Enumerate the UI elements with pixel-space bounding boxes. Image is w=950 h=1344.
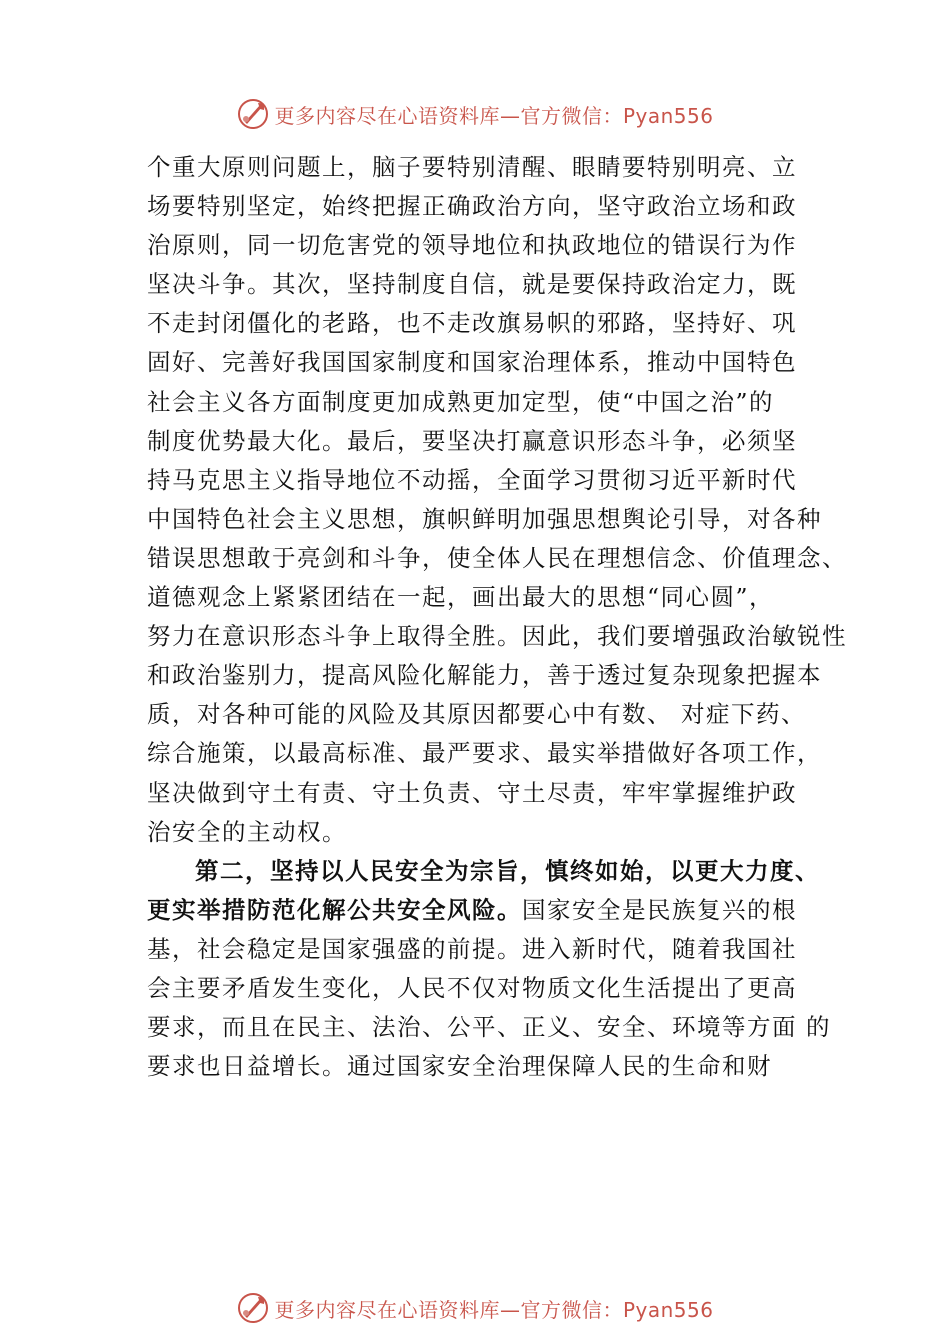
body-line: 和政治鉴别力，提高风险化解能力，善于透过复杂现象把握本 bbox=[147, 661, 822, 690]
section-sentence-start: 国家安全是民族复兴的根 bbox=[522, 895, 797, 924]
section-heading: 第二，坚持以人民安全为宗旨，慎终如始，以更大力度、 bbox=[195, 856, 820, 885]
body-line: 不走封闭僵化的老路，也不走改旗易帜的邪路，坚持好、巩 bbox=[147, 309, 797, 338]
body-line: 坚决做到守土有责、守土负责、守土尽责，牢牢掌握维护政 bbox=[147, 778, 797, 807]
header-banner bbox=[0, 94, 950, 134]
quill-logo-icon bbox=[236, 97, 270, 131]
body-line: 社会主义各方面制度更加成熟更加定型，使“中国之治”的 bbox=[147, 387, 775, 416]
body-line: 中国特色社会主义思想，旗帜鲜明加强思想舆论引导，对各种 bbox=[147, 504, 822, 533]
body-line: 基，社会稳定是国家强盛的前提。进入新时代，随着我国社 bbox=[147, 934, 797, 963]
body-line: 会主要矛盾发生变化，人民不仅对物质文化生活提出了更高 bbox=[147, 973, 797, 1002]
body-line: 个重大原则问题上，脑子要特别清醒、眼睛要特别明亮、立 bbox=[147, 153, 797, 181]
body-line: 坚决斗争。其次，坚持制度自信，就是要保持政治定力，既 bbox=[147, 270, 797, 299]
body-line: 质，对各种可能的风险及其原因都要心中有数、 对症下药、 bbox=[147, 700, 806, 729]
section-heading-tail: 更实举措防范化解公共安全风险。 bbox=[147, 895, 522, 924]
body-line: 制度优势最大化。最后，要坚决打赢意识形态斗争，必须坚 bbox=[147, 426, 797, 455]
body-line: 要求也日益增长。通过国家安全治理保障人民的生命和财 bbox=[147, 1052, 772, 1081]
body-line: 治安全的主动权。 bbox=[147, 817, 347, 846]
body-line: 治原则，同一切危害党的领导地位和执政地位的错误行为作 bbox=[147, 231, 797, 260]
header-banner-text: 更多内容尽在心语资料库—官方微信：Pyan556 bbox=[274, 103, 714, 128]
section-heading-continuation bbox=[147, 891, 847, 930]
document-body bbox=[147, 148, 847, 1086]
quill-logo-icon bbox=[236, 1291, 270, 1325]
body-line: 要求，而且在民主、法治、公平、正义、安全、环境等方面 的 bbox=[147, 1013, 831, 1042]
body-line: 综合施策，以最高标准、最严要求、最实举措做好各项工作， bbox=[147, 739, 822, 768]
footer-banner-text: 更多内容尽在心语资料库—官方微信：Pyan556 bbox=[274, 1297, 714, 1322]
body-line: 场要特别坚定，始终把握正确政治方向，坚守政治立场和政 bbox=[147, 192, 797, 221]
body-line: 努力在意识形态斗争上取得全胜。因此，我们要增强政治敏锐性 bbox=[147, 622, 847, 651]
body-line: 持马克思主义指导地位不动摇，全面学习贯彻习近平新时代 bbox=[147, 465, 797, 494]
body-line: 固好、完善好我国国家制度和国家治理体系，推动中国特色 bbox=[147, 348, 797, 377]
body-line: 错误思想敢于亮剑和斗争，使全体人民在理想信念、价值理念、 bbox=[147, 543, 847, 572]
footer-banner bbox=[0, 1288, 950, 1328]
body-line: 道德观念上紧紧团结在一起，画出最大的思想“同心圆”， bbox=[147, 583, 775, 612]
